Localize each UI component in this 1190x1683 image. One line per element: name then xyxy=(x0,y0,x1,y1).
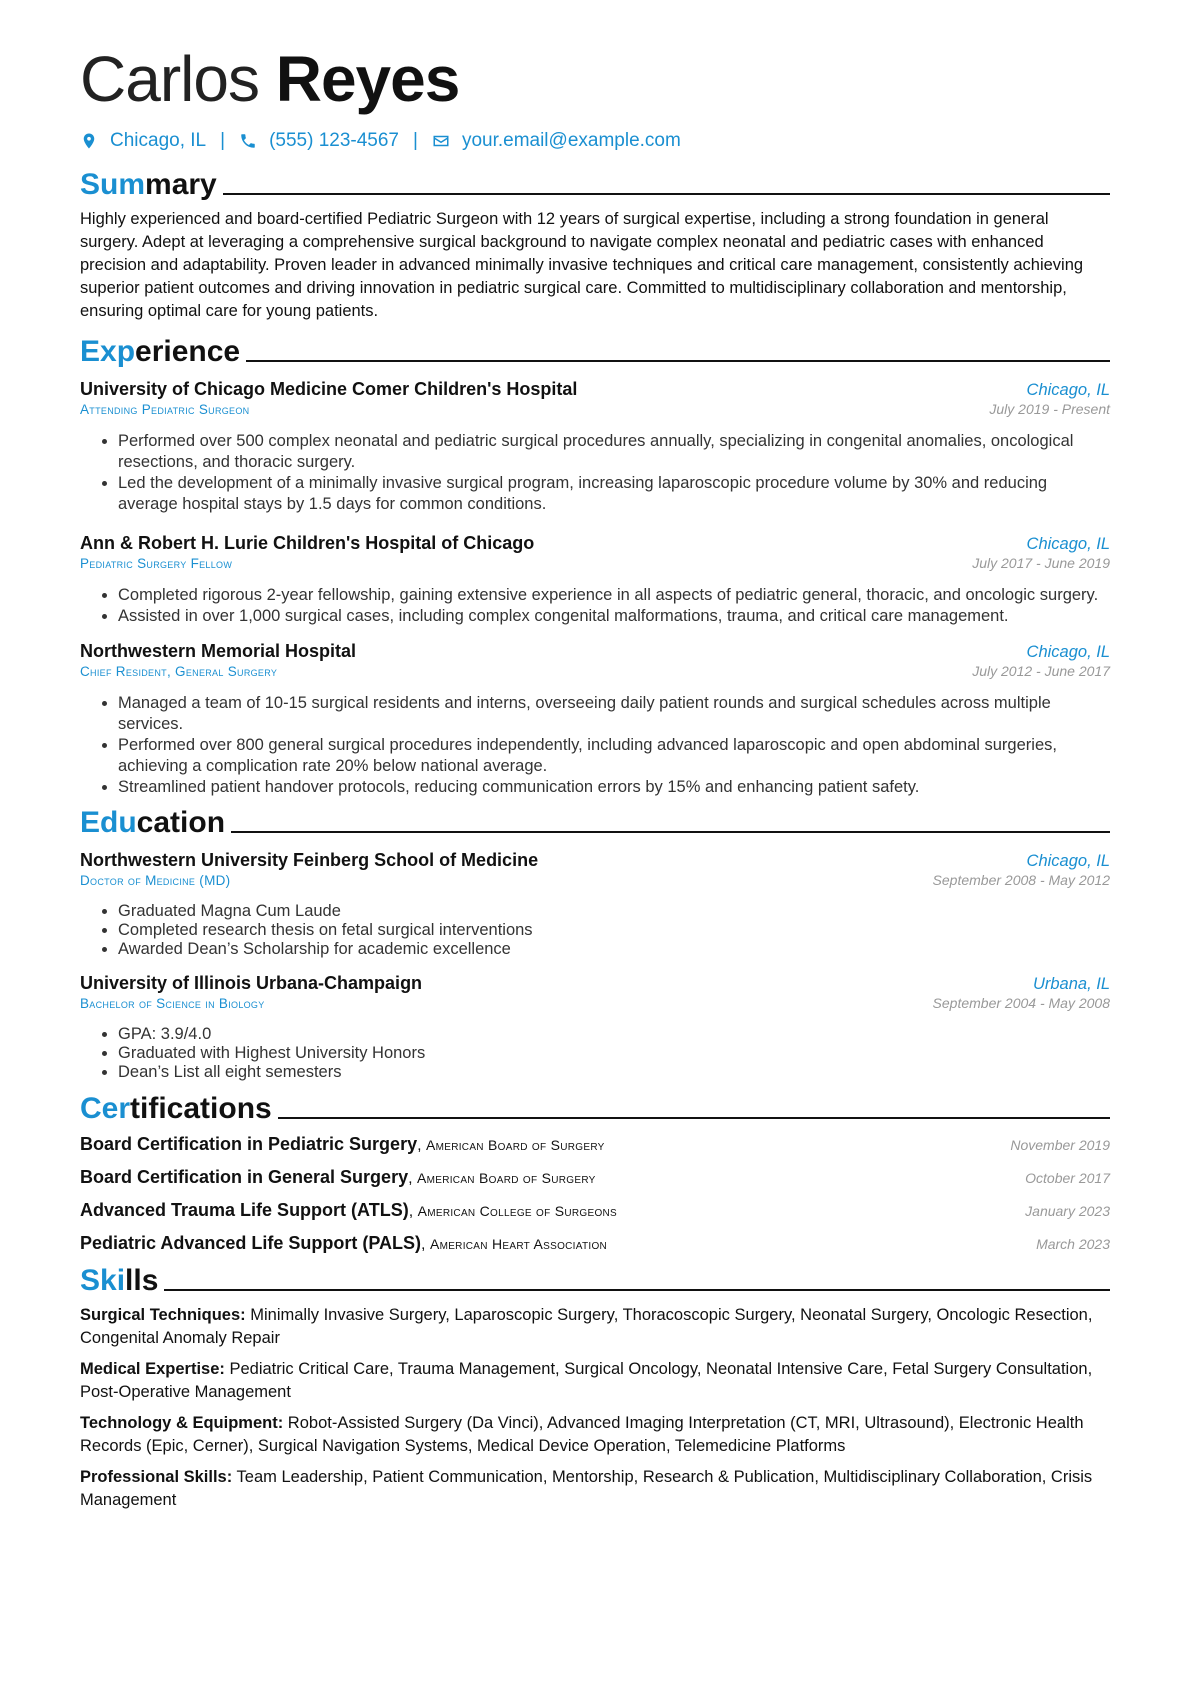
bullet-list xyxy=(80,693,1110,798)
bullet-item: • Graduated Magna Cum Laude xyxy=(118,902,1110,921)
entry-dates: July 2019 - Present xyxy=(989,401,1110,417)
contact-phone xyxy=(239,130,399,152)
bullet-item: • Led the development of a minimally invasive surgical program, increasing laparoscopic procedure volume by 30% and reducing average hospital stays by 1.5 days for common conditions. xyxy=(118,473,1110,515)
contact-separator: | xyxy=(220,130,226,151)
skill-group xyxy=(80,1466,1110,1512)
certifications-heading xyxy=(80,1092,1110,1126)
contact-email xyxy=(432,130,681,152)
section-title: Skills xyxy=(80,1264,159,1297)
phone-icon xyxy=(239,132,257,150)
section-title: Certifications xyxy=(80,1092,272,1125)
certification-issuer: American Heart Association xyxy=(429,1236,608,1252)
certification-item: Advanced Trauma Life Support (ATLS), American College of Surgeons January 2023 xyxy=(80,1200,1110,1220)
bullet-item: • Performed over 500 complex neonatal and pediatric surgical procedures annually, specializing in congenital anomalies, oncological resections, and thoracic surgery. xyxy=(118,431,1110,473)
entry-location: Chicago, IL xyxy=(1026,643,1110,661)
contact-line xyxy=(80,128,1110,154)
employer-name: Northwestern Memorial Hospital xyxy=(80,641,357,661)
education-heading xyxy=(80,806,1110,840)
entry-dates: July 2012 - June 2017 xyxy=(972,663,1110,679)
bullet-item: • Assisted in over 1,000 surgical cases, including complex congenital malformations, trauma, and critical care management. xyxy=(118,606,1110,627)
bullet-item: • Completed rigorous 2-year fellowship, gaining extensive experience in all aspects of pediatric general, thoracic, and oncologic surgery. xyxy=(118,585,1110,606)
bullet-item: • GPA: 3.9/4.0 xyxy=(118,1025,1110,1044)
certification-item: Board Certification in Pediatric Surgery, American Board of Surgery November 2019 xyxy=(80,1134,1110,1154)
entry-location: Chicago, IL xyxy=(1026,535,1110,553)
location-text: Chicago, IL xyxy=(110,130,207,151)
envelope-icon xyxy=(432,132,450,150)
section-title: Experience xyxy=(80,335,241,368)
school-name: University of Illinois Urbana-Champaign xyxy=(80,973,423,993)
section-divider xyxy=(246,360,1110,362)
section-title: Education xyxy=(80,806,226,839)
map-marker-icon xyxy=(80,132,98,150)
certification-date: March 2023 xyxy=(1036,1236,1110,1252)
email-link[interactable]: your.email@example.com xyxy=(461,130,681,151)
certification-title: Board Certification in Pediatric Surgery xyxy=(80,1134,418,1154)
skill-list: Robot-Assisted Surgery (Da Vinci), Advanced Imaging Interpretation (CT, MRI, Ultrasound), Electronic Health Records (Epic, Cerner), Surgical Navigation Systems, Medical Device Operation, Telemedicine Platforms xyxy=(80,1414,1084,1455)
phone-text: (555) 123-4567 xyxy=(269,130,399,151)
certification-issuer: American Board of Surgery xyxy=(425,1137,605,1153)
certification-title: Board Certification in General Surgery xyxy=(80,1167,409,1187)
skill-category: Technology & Equipment: xyxy=(80,1414,284,1432)
summary-text: Highly experienced and board-certified Pediatric Surgeon with 12 years of surgical expertise, including a strong foundation in general surgery. Adept at leveraging a comprehensive surgical background to navigate complex neonatal and pediatric cases with enhanced precision and adaptability. Proven leader in advanced minimally invasive techniques and critical care management, consistently achieving superior patient outcomes and driving innovation in pediatric surgical care. Committed to multidisciplinary collaboration and mentorship, ensuring optimal care for young patients. xyxy=(80,210,1084,320)
bullet-item: • Streamlined patient handover protocols, reducing communication errors by 15% and enhancing patient safety. xyxy=(118,777,1110,798)
skill-group xyxy=(80,1412,1110,1458)
entry-location: Chicago, IL xyxy=(1026,852,1110,870)
entry-location: Urbana, IL xyxy=(1032,975,1110,993)
certification-issuer: American Board of Surgery xyxy=(416,1170,596,1186)
certification-title: Pediatric Advanced Life Support (PALS) xyxy=(80,1233,422,1253)
skill-list: Minimally Invasive Surgery, Laparoscopic Surgery, Thoracoscopic Surgery, Neonatal Surgery, Oncologic Resection, Congenital Anomaly Repair xyxy=(80,1306,1093,1347)
entry-dates: September 2008 - May 2012 xyxy=(932,872,1110,888)
school-name: Northwestern University Feinberg School of Medicine xyxy=(80,850,539,870)
section-divider xyxy=(164,1289,1110,1291)
experience-entry xyxy=(80,533,1110,627)
degree: Doctor of Medicine (MD) xyxy=(80,873,231,888)
skill-category: Surgical Techniques: xyxy=(80,1306,246,1324)
degree: Bachelor of Science in Biology xyxy=(80,996,265,1011)
bullet-list xyxy=(80,431,1110,515)
section-divider xyxy=(278,1117,1110,1119)
last-name: Reyes xyxy=(275,43,460,115)
section-title: Summary xyxy=(80,168,217,201)
certification-title: Advanced Trauma Life Support (ATLS) xyxy=(80,1200,409,1220)
summary-heading xyxy=(80,168,1110,202)
bullet-item: • Graduated with Highest University Honors xyxy=(118,1044,1110,1063)
job-title: Pediatric Surgery Fellow xyxy=(80,556,233,571)
skill-category: Medical Expertise: xyxy=(80,1360,225,1378)
skill-group xyxy=(80,1304,1110,1350)
contact-location xyxy=(80,130,206,152)
education-entry xyxy=(80,850,1110,959)
experience-entry xyxy=(80,641,1110,798)
certification-date: November 2019 xyxy=(1010,1137,1110,1153)
bullet-item: • Dean’s List all eight semesters xyxy=(118,1063,1110,1082)
skills-heading xyxy=(80,1264,1110,1298)
certification-date: January 2023 xyxy=(1025,1203,1110,1219)
certification-item: Board Certification in General Surgery, American Board of Surgery October 2017 xyxy=(80,1167,1110,1187)
skill-category: Professional Skills: xyxy=(80,1468,233,1486)
bullet-item: • Awarded Dean’s Scholarship for academic excellence xyxy=(118,940,1110,959)
job-title: Chief Resident, General Surgery xyxy=(80,664,278,679)
certification-date: October 2017 xyxy=(1025,1170,1110,1186)
employer-name: University of Chicago Medicine Comer Children's Hospital xyxy=(80,379,578,399)
experience-entry xyxy=(80,379,1110,515)
entry-dates: September 2004 - May 2008 xyxy=(932,995,1110,1011)
skill-list: Team Leadership, Patient Communication, Mentorship, Research & Publication, Multidisciplinary Collaboration, Crisis Management xyxy=(80,1468,1093,1509)
skill-group xyxy=(80,1358,1110,1404)
first-name: Carlos xyxy=(80,43,259,115)
education-entry xyxy=(80,973,1110,1082)
bullet-item: • Performed over 800 general surgical procedures independently, including advanced laparoscopic and open abdominal surgeries, achieving a complication rate 20% below national average. xyxy=(118,735,1110,777)
bullet-list xyxy=(80,902,1110,959)
contact-separator: | xyxy=(413,130,418,151)
employer-name: Ann & Robert H. Lurie Children's Hospital of Chicago xyxy=(80,533,535,553)
certification-issuer: American College of Surgeons xyxy=(417,1203,618,1219)
experience-heading xyxy=(80,335,1110,369)
bullet-list xyxy=(80,1025,1110,1082)
section-divider xyxy=(231,831,1110,833)
entry-location: Chicago, IL xyxy=(1026,381,1110,399)
entry-dates: July 2017 - June 2019 xyxy=(972,555,1110,571)
section-divider xyxy=(223,193,1110,195)
candidate-name xyxy=(80,40,1110,118)
certification-item: Pediatric Advanced Life Support (PALS), American Heart Association March 2023 xyxy=(80,1233,1110,1253)
bullet-list xyxy=(80,585,1110,627)
bullet-item: • Managed a team of 10-15 surgical residents and interns, overseeing daily patient rounds and surgical schedules across multiple services. xyxy=(118,693,1110,735)
bullet-item: • Completed research thesis on fetal surgical interventions xyxy=(118,921,1110,940)
skill-list: Pediatric Critical Care, Trauma Management, Surgical Oncology, Neonatal Intensive Care, Fetal Surgery Consultation, Post-Operative Management xyxy=(80,1360,1093,1401)
job-title: Attending Pediatric Surgeon xyxy=(80,402,250,417)
